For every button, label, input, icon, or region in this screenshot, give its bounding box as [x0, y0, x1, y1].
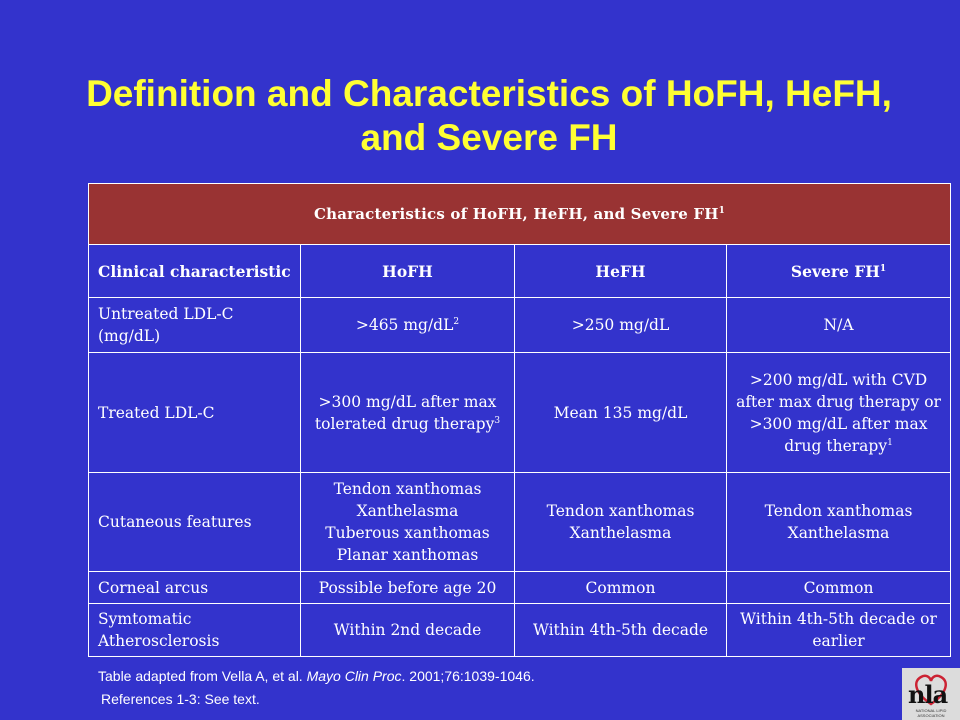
footnote-references: References 1-3: See text.	[101, 691, 260, 707]
cell-athero-hefh: Within 4th-5th decade	[515, 604, 727, 657]
table-header-row	[89, 245, 951, 298]
cell-treated-hofh-ref: 3	[494, 415, 501, 426]
cell-cutaneous-hofh	[301, 473, 515, 572]
cell-corneal-severe: Common	[727, 572, 951, 604]
cell-untreated-hofh-ref: 2	[453, 316, 460, 327]
list-item: Tuberous xanthomas	[325, 524, 490, 542]
table-row	[89, 298, 951, 353]
list-item: Planar xanthomas	[336, 546, 479, 564]
fh-characteristics-table	[88, 183, 951, 657]
list-item: Tendon xanthomas	[546, 502, 695, 520]
cell-untreated-hofh	[301, 298, 515, 353]
cell-treated-hofh-text: >300 mg/dL after max tolerated drug therapy	[314, 392, 497, 433]
list-item: Xanthelasma	[356, 502, 459, 520]
header-severe-fh	[727, 245, 951, 298]
footnote-journal: Mayo Clin Proc	[306, 668, 402, 684]
list-item: Xanthelasma	[569, 524, 672, 542]
table-row	[89, 604, 951, 657]
footnote-source	[98, 668, 535, 684]
nla-logo	[902, 668, 960, 720]
row-label-treated-ldl: Treated LDL-C	[89, 353, 301, 473]
cell-untreated-hofh-text: >465 mg/dL	[355, 316, 454, 334]
list-item: Tendon xanthomas	[333, 480, 482, 498]
row-label-atherosclerosis: Symtomatic Atherosclerosis	[89, 604, 301, 657]
header-hefh: HeFH	[515, 245, 727, 298]
cell-corneal-hofh: Possible before age 20	[301, 572, 515, 604]
table-row	[89, 473, 951, 572]
header-hofh: HoFH	[301, 245, 515, 298]
slide-title-line-2: and Severe FH	[360, 117, 618, 158]
row-label-corneal-arcus: Corneal arcus	[89, 572, 301, 604]
cell-corneal-hefh: Common	[515, 572, 727, 604]
logo-text: nla	[908, 680, 948, 709]
cell-treated-severe	[727, 353, 951, 473]
slide-title-line-1: Definition and Characteristics of HoFH, HeFH,	[86, 73, 892, 114]
cell-untreated-hefh: >250 mg/dL	[515, 298, 727, 353]
table-row	[89, 572, 951, 604]
slide-title	[0, 72, 960, 160]
cell-athero-severe: Within 4th-5th decade or earlier	[727, 604, 951, 657]
cell-athero-hofh: Within 2nd decade	[301, 604, 515, 657]
list-item: Tendon xanthomas	[764, 502, 913, 520]
table-caption-row	[89, 184, 951, 245]
table-caption-ref: 1	[718, 206, 726, 216]
cell-treated-hofh	[301, 353, 515, 473]
logo-subtext: NATIONAL LIPID ASSOCIATION	[915, 708, 947, 718]
footnote-source-suffix: . 2001;76:1039-1046.	[401, 668, 535, 684]
header-clinical-characteristic: Clinical characteristic	[89, 245, 301, 298]
table-caption	[89, 184, 951, 245]
table-row	[89, 353, 951, 473]
table-caption-text: Characteristics of HoFH, HeFH, and Severe FH	[313, 205, 719, 223]
cell-untreated-severe: N/A	[727, 298, 951, 353]
cell-treated-severe-ref: 1	[887, 437, 893, 448]
list-item: Xanthelasma	[787, 524, 890, 542]
header-severe-fh-text: Severe FH	[790, 261, 880, 281]
footnote-source-prefix: Table adapted from Vella A, et al.	[98, 668, 307, 684]
cell-treated-hefh: Mean 135 mg/dL	[515, 353, 727, 473]
row-label-untreated-ldl: Untreated LDL-C (mg/dL)	[89, 298, 301, 353]
cell-cutaneous-hefh	[515, 473, 727, 572]
row-label-cutaneous: Cutaneous features	[89, 473, 301, 572]
cell-cutaneous-severe	[727, 473, 951, 572]
header-severe-fh-ref: 1	[879, 263, 887, 274]
cell-treated-severe-text: >200 mg/dL with CVD after max drug therapy or >300 mg/dL after max drug therapy	[736, 370, 941, 455]
